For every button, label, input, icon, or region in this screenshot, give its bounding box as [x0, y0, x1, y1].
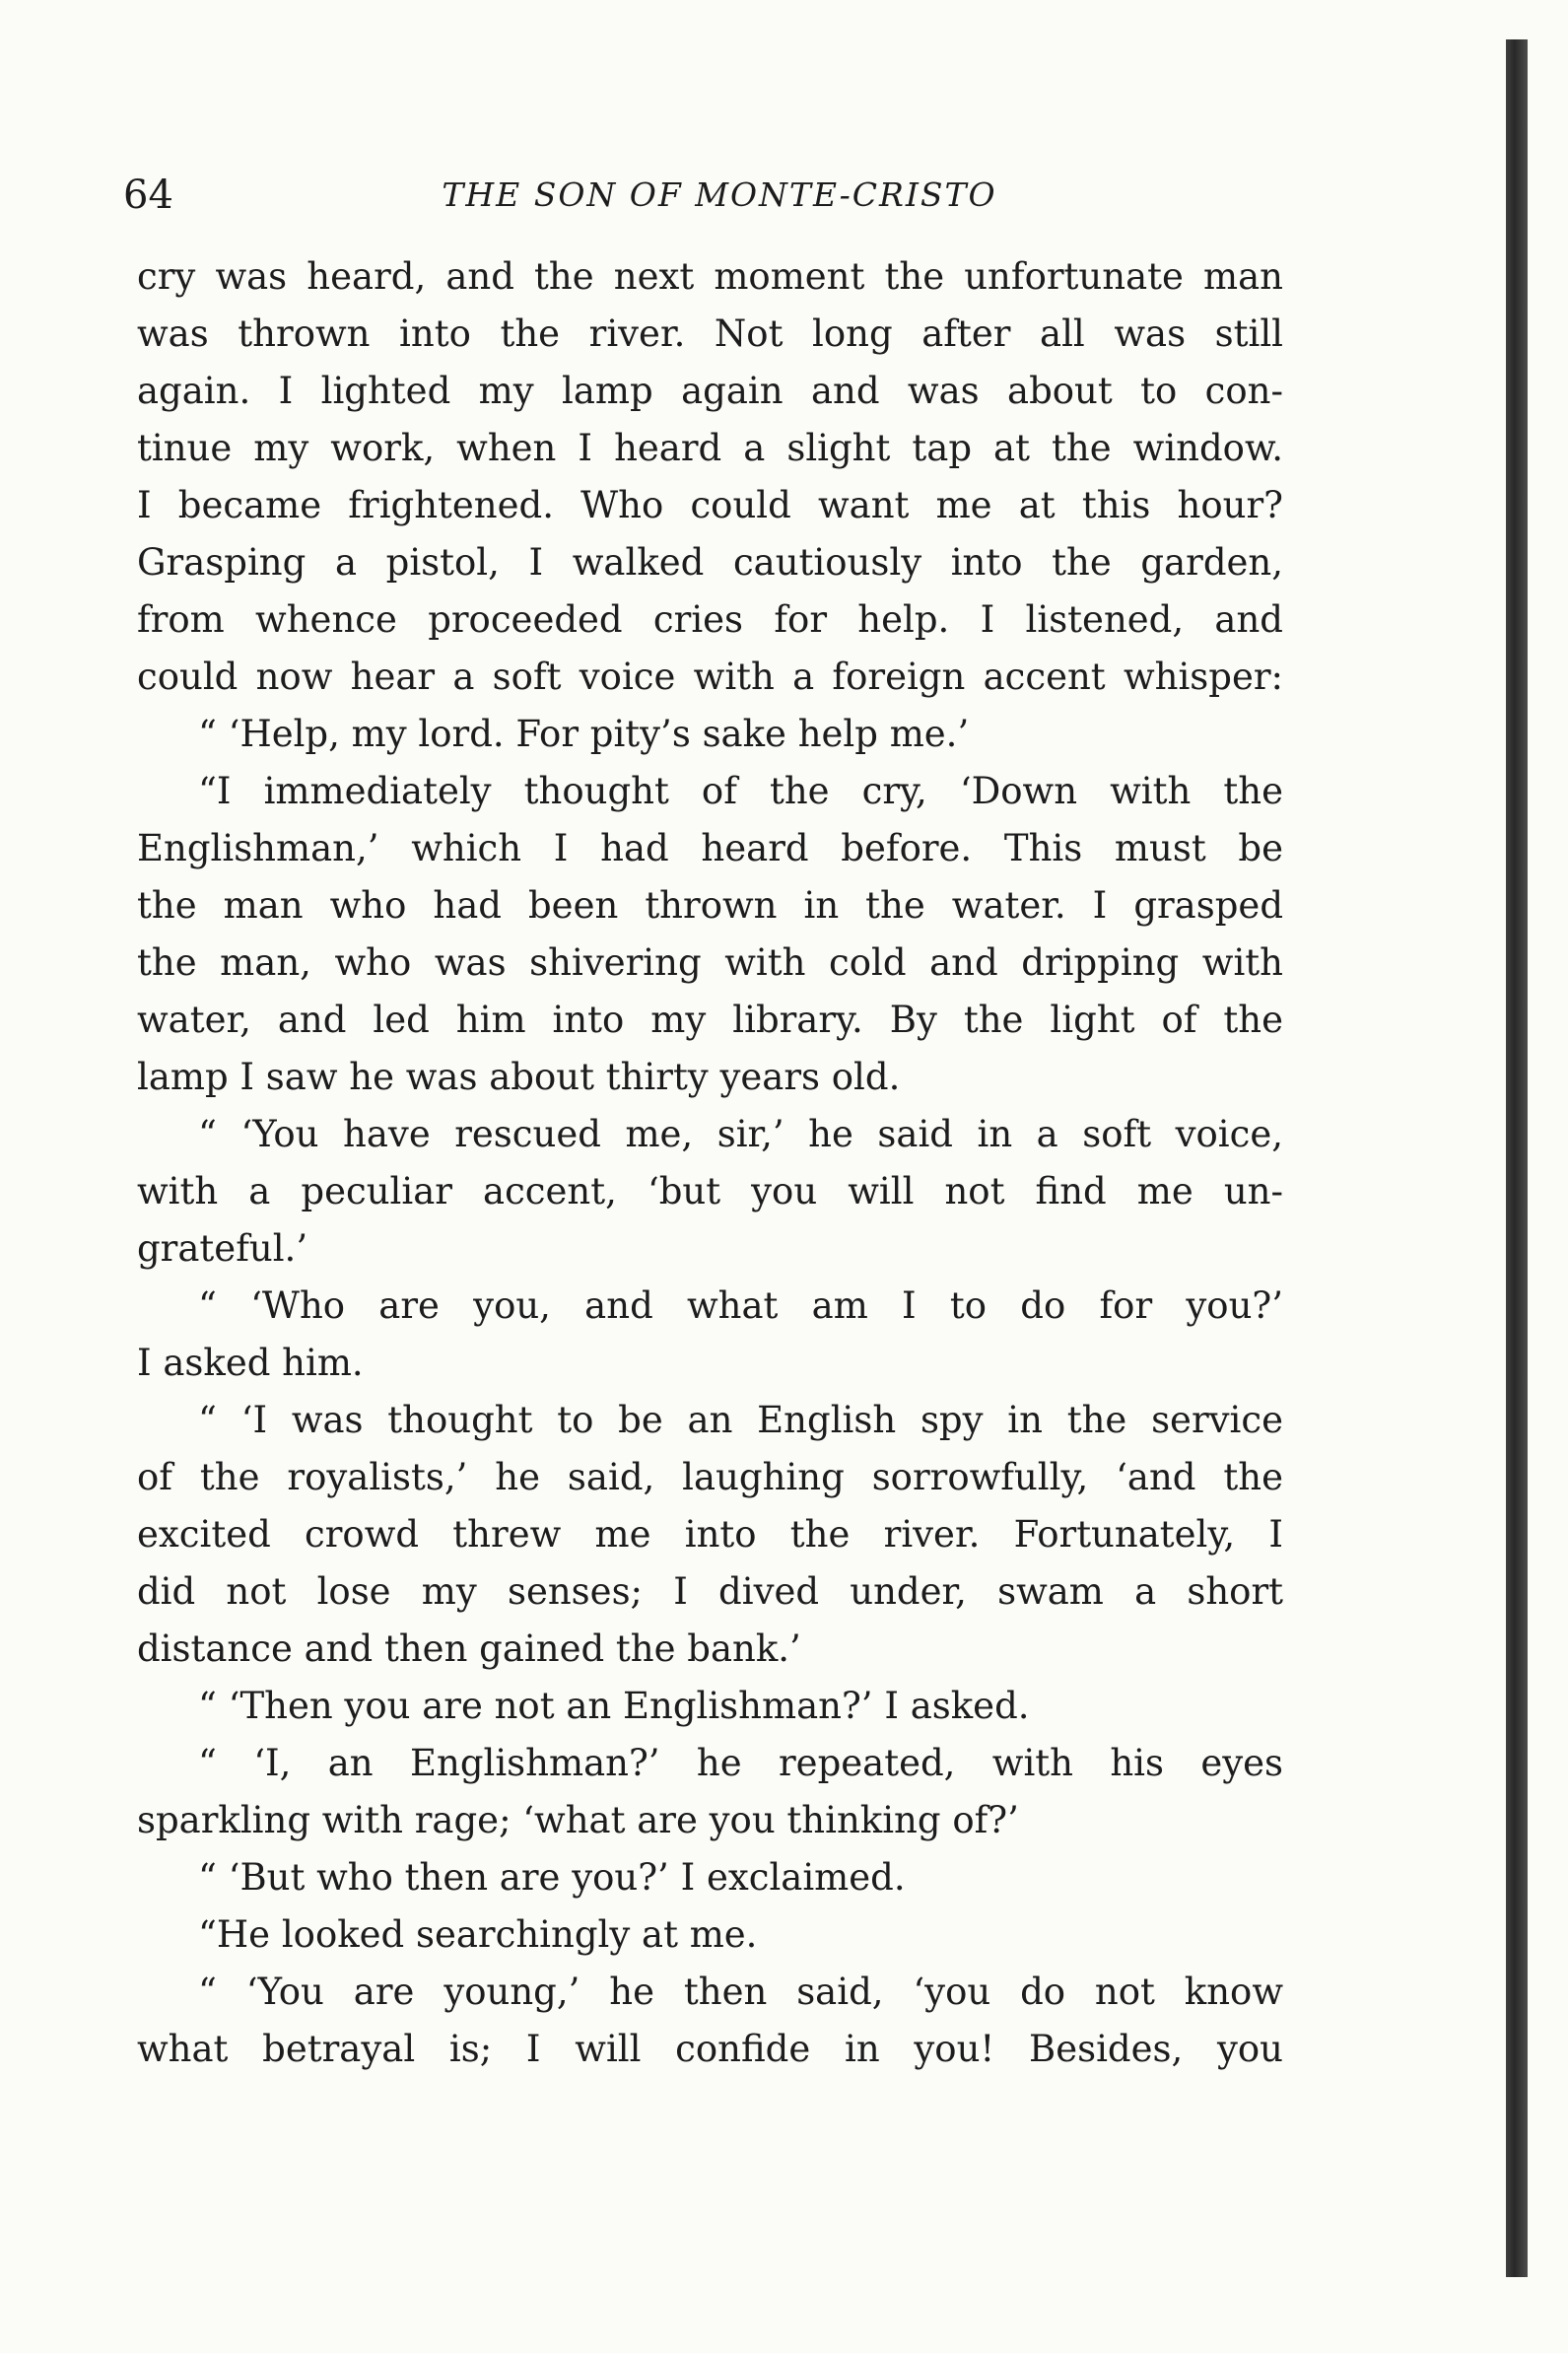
text-line: “ ‘But who then are you?’ I exclaimed. [198, 1856, 906, 1899]
text-line: again. I lighted my lamp again and was about to con- [137, 370, 1283, 412]
running-title: THE SON OF MONTE-CRISTO [442, 175, 997, 214]
text-line: the man who had been thrown in the water. I grasped [137, 884, 1283, 927]
text-line: cry was heard, and the next moment the unfortunate man [137, 255, 1283, 298]
text-line: water, and led him into my library. By the light of the [137, 999, 1283, 1041]
text-line: “ ‘I, an Englishman?’ he repeated, with his eyes [198, 1742, 1283, 1784]
text-line: I became frightened. Who could want me at this hour? [137, 484, 1283, 526]
text-line: of the royalists,’ he said, laughing sorrowfully, ‘and the [137, 1456, 1283, 1498]
text-line: “ ‘Then you are not an Englishman?’ I asked. [198, 1685, 1030, 1727]
text-line: “ ‘You are young,’ he then said, ‘you do not know [198, 1971, 1283, 2013]
binding-edge-shadow [1506, 39, 1528, 2277]
text-line: was thrown into the river. Not long after all was still [137, 312, 1283, 355]
text-body [137, 248, 1283, 2078]
text-line: sparkling with rage; ‘what are you thinking of?’ [137, 1799, 1019, 1841]
text-line: “ ‘I was thought to be an English spy in the service [198, 1399, 1283, 1441]
text-line: “He looked searchingly at me. [198, 1913, 758, 1956]
text-line: distance and then gained the bank.’ [137, 1627, 801, 1670]
text-line: could now hear a soft voice with a foreign accent whisper: [137, 656, 1283, 698]
text-line: the man, who was shivering with cold and dripping with [137, 941, 1283, 984]
page-header [123, 166, 1296, 225]
text-line: tinue my work, when I heard a slight tap at the window. [137, 427, 1283, 469]
text-line: grateful.’ [137, 1227, 308, 1270]
text-line: with a peculiar accent, ‘but you will not find me un- [137, 1170, 1283, 1212]
text-line: “I immediately thought of the cry, ‘Down with the [198, 770, 1283, 812]
text-line: from whence proceeded cries for help. I listened, and [137, 598, 1283, 641]
text-line: excited crowd threw me into the river. Fortunately, I [137, 1513, 1283, 1556]
text-line: what betrayal is; I will confide in you! Besides, you [137, 2028, 1283, 2070]
text-line: I asked him. [137, 1342, 364, 1384]
text-line: did not lose my senses; I dived under, swam a short [137, 1570, 1283, 1613]
text-line: Englishman,’ which I had heard before. This must be [137, 827, 1283, 869]
text-line: lamp I saw he was about thirty years old. [137, 1056, 901, 1098]
text-line: “ ‘Help, my lord. For pity’s sake help me.’ [198, 713, 970, 755]
text-line: “ ‘Who are you, and what am I to do for you?’ [198, 1284, 1283, 1327]
page-number: 64 [123, 173, 173, 218]
text-line: “ ‘You have rescued me, sir,’ he said in a soft voice, [198, 1113, 1283, 1155]
text-line: Grasping a pistol, I walked cautiously into the garden, [137, 541, 1283, 584]
